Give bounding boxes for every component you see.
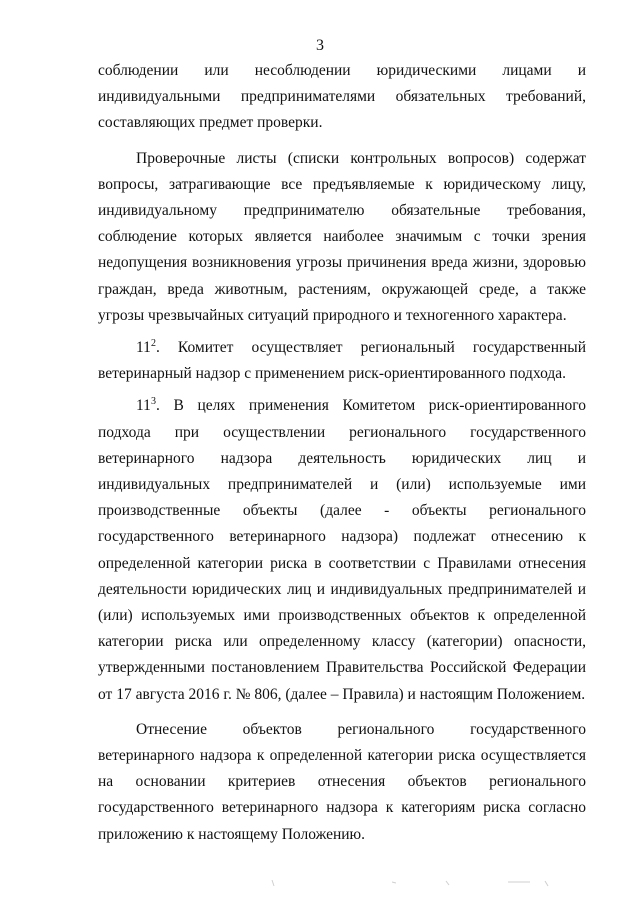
clause-number-superscript: 2 — [150, 337, 156, 349]
paragraph-text: Отнесение объектов регионального государственного ветеринарного надзора к определенной категории риска осуществляется на основании критериев отнесения объектов регионального государственного ветеринарного надзора к категориям риска согласно приложению к настоящему Положению. — [98, 720, 586, 843]
paragraph-text: соблюдении или несоблюдении юридическими лицами и индивидуальными предпринимателями обязательных требований, составляющих предмет проверки. — [98, 62, 586, 132]
paragraph-text: Проверочные листы (списки контрольных вопросов) содержат вопросы, затрагивающие все предъявляемые к юридическому лицу, индивидуальному предпринимателю обязательные требования, соблюдение которых является наиболее значимым с точки зрения недопущения возникновения угрозы причинения вреда жизни, здоровью граждан, вреда животным, растениям, окружающей среде, а также угрозы чрезвычайных ситуаций природного и техногенного характера. — [98, 149, 586, 324]
clause-number: $11^2$. — [136, 337, 160, 357]
clause-number: $11^3$. — [136, 396, 160, 415]
page-number: 3 — [316, 37, 324, 54]
paragraph-clause-11-2 — [98, 335, 586, 387]
paragraph-clause-11-3 — [98, 393, 586, 707]
clause-number-superscript: 3 — [150, 396, 156, 408]
paragraph-checklists — [98, 146, 586, 329]
paragraph-text: В целях применения Комитетом риск-ориентированного подхода при осуществлении регионального государственного ветеринарного надзора деятельность юридических лиц и индивидуальных предпринимателей и (или) используемые ими производственные объекты (далее - объекты регионального государственного ветеринарного надзора) подлежат отнесению к определенной категории риска в соответствии с Правилами отнесения деятельности юридических лиц и индивидуальных предпринимателей и (или) используемых ими производственных объектов к определенной категории риска или определенному классу (категории) опасности, утвержденными постановлением Правительства Российской Федерации от 17 августа 2016 г. № 806, (далее – Правила) и настоящим Положением. — [98, 397, 586, 703]
paragraph-continuation — [98, 58, 586, 137]
paragraph-risk-categories — [98, 717, 586, 848]
scan-artifact-marks — [0, 870, 640, 900]
paragraph-text: Комитет осуществляет региональный государственный ветеринарный надзор с применением риск-ориентированного подхода. — [98, 339, 586, 383]
body-text — [98, 58, 586, 848]
